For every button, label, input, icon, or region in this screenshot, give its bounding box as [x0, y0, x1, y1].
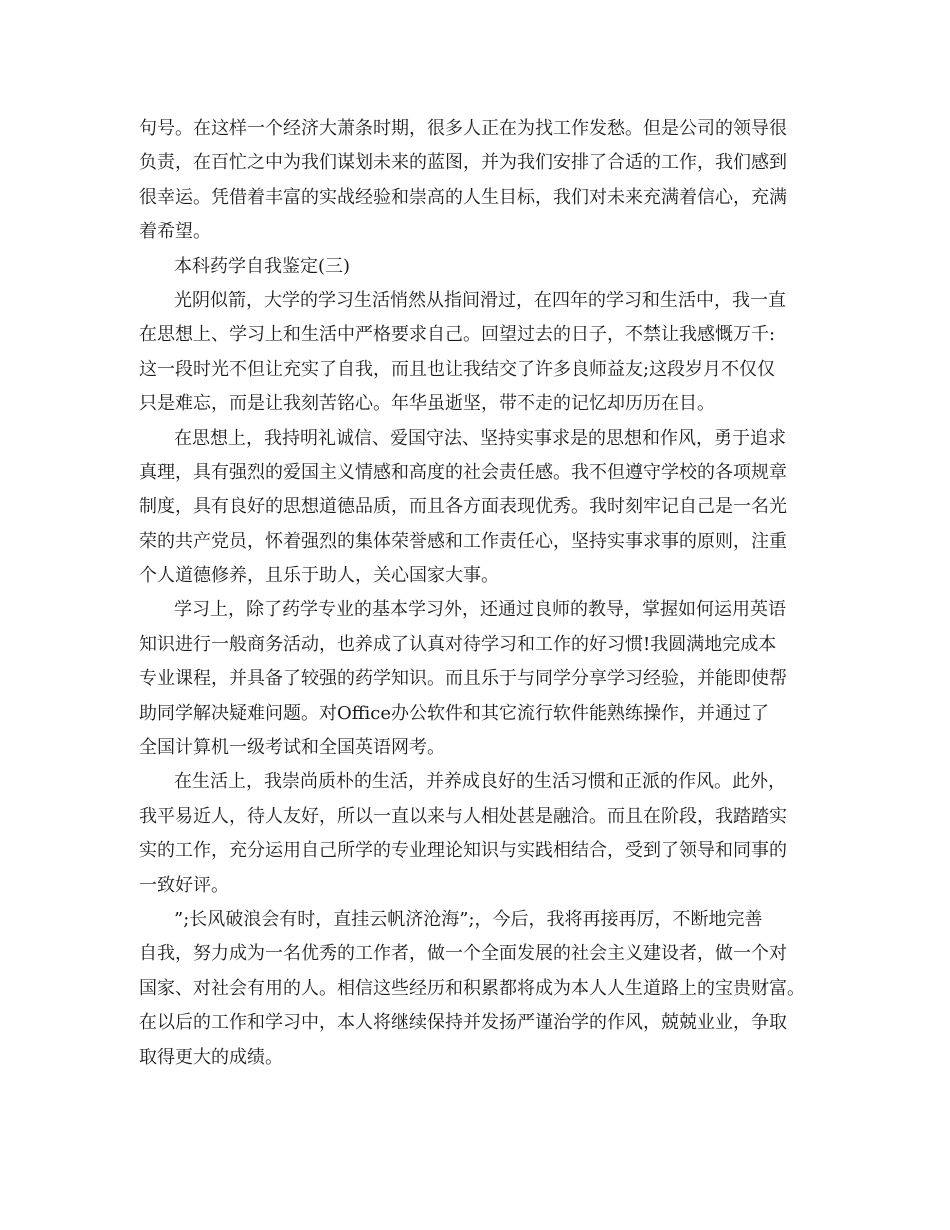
- text-line: 专业课程，并具备了较强的药学知识。而且乐于与同学分享学习经验，并能即使帮: [139, 668, 787, 690]
- text-line: 句号。在这样一个经济大萧条时期，很多人正在为找工作发愁。但是公司的领导很: [139, 118, 787, 139]
- text-line: 在以后的工作和学习中，本人将继续保持并发扬严谨治学的作风，兢兢业业，争取: [139, 1012, 787, 1034]
- text-line: 知识进行一般商务活动，也养成了认真对待学习和工作的好习惯!我圆满地完成本: [139, 633, 777, 655]
- text-line: 这一段时光不但让充实了自我，而且也让我结交了许多良师益友;这段岁月不仅仅: [139, 358, 776, 380]
- text-line: 只是难忘，而是让我刻苦铭心。年华虽逝坚，带不走的记忆却历历在目。: [139, 393, 715, 415]
- text-line: 在思想上、学习上和生活中严格要求自己。回望过去的日子，不禁让我感慨万千:: [139, 324, 776, 346]
- text-line: 在生活上，我崇尚质朴的生活，并养成良好的生活习惯和正派的作风。此外，: [174, 771, 786, 793]
- text-line: 一致好评。: [139, 874, 229, 896]
- text-line: 负责，在百忙之中为我们谋划未来的蓝图，并为我们安排了合适的工作，我们感到: [139, 152, 787, 174]
- text-line: 国家、对社会有用的人。相信这些经历和积累都将成为本人人生道路上的宝贵财富。: [139, 977, 805, 999]
- text-line: 实的工作，充分运用自己所学的专业理论知识与实践相结合，受到了领导和同事的: [139, 840, 787, 862]
- text-line: 着希望。: [139, 221, 211, 243]
- text-line: 个人道德修养，且乐于助人，关心国家大事。: [139, 565, 499, 587]
- section-heading: 本科药学自我鉴定(三): [174, 255, 351, 277]
- text-line: 我平易近人，待人友好，所以一直以来与人相处甚是融洽。而且在阶段，我踏踏实: [139, 805, 787, 827]
- text-line: 很幸运。凭借着丰富的实战经验和崇高的人生目标，我们对未来充满着信心，充满: [139, 186, 787, 208]
- text-line: 全国计算机一级考试和全国英语网考。: [139, 737, 445, 759]
- text-line: 助同学解决疑难问题。对Office办公软件和其它流行软件能熟练操作，并通过了: [139, 702, 770, 724]
- document-body: [139, 112, 811, 1075]
- text-line: 荣的共产党员，怀着强烈的集体荣誉感和工作责任心，坚持实事求事的原则，注重: [139, 530, 787, 552]
- text-line: ”;长风破浪会有时，直挂云帆济沧海”;，今后，我将再接再厉，不断地完善: [174, 908, 763, 930]
- text-line: 学习上，除了药学专业的基本学习外，还通过良师的教导，掌握如何运用英语: [174, 599, 786, 621]
- text-line: 光阴似箭，大学的学习生活悄然从指间滑过，在四年的学习和生活中，我一直: [174, 289, 786, 311]
- text-line: 制度，具有良好的思想道德品质，而且各方面表现优秀。我时刻牢记自己是一名光: [139, 496, 787, 518]
- text-line: 真理，具有强烈的爱国主义情感和高度的社会责任感。我不但遵守学校的各项规章: [139, 461, 787, 483]
- text-line: 取得更大的成绩。: [139, 1046, 283, 1068]
- text-line: 自我，努力成为一名优秀的工作者，做一个全面发展的社会主义建设者，做一个对: [139, 943, 787, 965]
- text-line: 在思想上，我持明礼诚信、爱国守法、坚持实事求是的思想和作风，勇于追求: [174, 427, 786, 449]
